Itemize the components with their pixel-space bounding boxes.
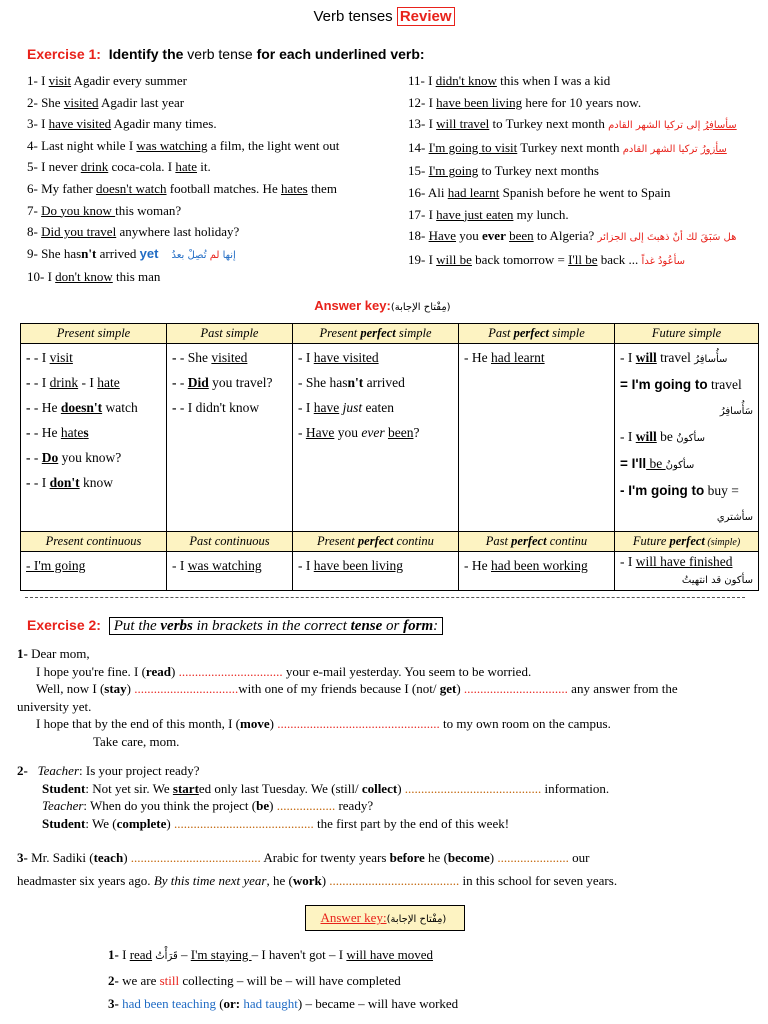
table-row [21,344,759,532]
header-future-simple: Future simple [615,324,759,344]
answer-key-2-list [108,943,458,1016]
sentence-19: 19- I will be back tomorrow = I'll be back ... سأعُودُ غداً [408,251,685,267]
header-past-continuous: Past continuous [167,532,293,552]
sentence-12: 12- I have been living here for 10 years now. [408,94,642,110]
sentence-11: 11- I didn't know this when I was a kid [408,73,611,88]
section-divider [25,597,745,598]
answer-key-table [20,323,759,591]
header-future-perfect: Future perfect (simple) [615,532,759,552]
exercise1-left-column [27,70,339,288]
cell-past-perfect-simple: - He had learnt [459,344,615,532]
review-badge: Review [397,7,455,26]
table-header-row [21,532,759,552]
cell-past-simple: - - She visited - - Did you travel? - - I didn't know [167,344,293,532]
header-present-continuous: Present continuous [21,532,167,552]
sentence-18: 18- Have you ever been to Algeria? هل سَبَقَ لك أنْ ذهبتَ إلى الجزائر [408,228,737,244]
sentence-14: 14- I'm going to visit Turkey next month سأزورُ تركيا الشهر القادم [408,139,727,155]
exercise1-heading: Exercise 1: Identify the verb tense for each underlined verb: [27,46,425,62]
cell-present-simple: - - I visit - - I drink - I hate - - He doesn't watch - - He hates - - Do you know? - - I don't know [21,344,167,532]
sentence-7: 7- Do you know this woman? [27,202,182,218]
sentence-10: 10- I don't know this man [27,269,161,285]
page-title: Verb tenses Review [0,8,768,25]
table-row [21,552,759,591]
table-header-row [21,324,759,344]
sentence-2: 2- She visited Agadir last year [27,94,185,110]
exercise2-heading: Exercise 2: Put the verbs in brackets in the correct tense or form: [27,617,443,635]
sentence-8: 8- Did you travel anywhere last holiday? [27,224,240,240]
answer-2: 2- we are still collecting – will be – will have completed [108,972,401,988]
cell-present-continuous: - I'm going [21,552,167,591]
cell-future-simple: - I will travel سأُسافِرُ = I'm going to travel سَأُسافِرُ - I will be سأكونُ = I'll be سأكونُ - I'm going to buy = سأشتري [615,344,759,532]
sentence-16: 16- Ali had learnt Spanish before he went to Spain [408,184,671,200]
header-present-perfect-continuous: Present perfect continu [293,532,459,552]
answer-3: 3- had been teaching (or: had taught) – became – will have worked [108,996,459,1011]
sentence-5: 5- I never drink coca-cola. I hate it. [27,159,211,175]
cell-past-continuous: - I was watching [167,552,293,591]
exercise2-question-3: 3- Mr. Sadiki (teach) ........................................ Arabic for twenty years before he (become) ...................... our headmaster six years ago. By this time next year, he (work) ........................................ in this school for seven years. [17,850,618,888]
sentence-4: 4- Last night while I was watching a film, the light went out [27,137,340,153]
cell-past-perfect-continuous: - He had been working [459,552,615,591]
cell-present-perfect-simple: - I have visited - She hasn't arrived - I have just eaten - Have you ever been? [293,344,459,532]
cell-present-perfect-continuous: - I have been living [293,552,459,591]
sentence-3: 3- I have visited Agadir many times. [27,116,217,132]
answer-1: 1- I read قَرَأْتُ – I'm staying – I haven't got – I will have moved [108,947,434,962]
sentence-13: 13- I will travel to Turkey next month سأسافِرُ إلى تركيا الشهر القادم [408,116,737,132]
header-past-perfect-continuous: Past perfect continu [459,532,615,552]
header-past-perfect-simple: Past perfect simple [459,324,615,344]
header-past-simple: Past simple [167,324,293,344]
exercise2-question-2: 2- Teacher: Is your project ready? Student: Not yet sir. We started only last Tuesday. We (still/ collect) .......................................... information. Teacher: When do you think the project (be) .................. ready? Student: We (complete) ........................................... the first part by the end of this week! [17,763,610,831]
header-present-perfect-simple: Present perfect simple [293,324,459,344]
sentence-1: 1- I visit Agadir every summer [27,73,187,88]
answer-key-heading: Answer key: (مِفْتاح الإجابة) [314,298,454,313]
answer-key-2-heading: Answer key: (مِفْتاح الإجابة) [305,905,465,931]
sentence-9: 9- She hasn't arrived yet إنها لم تُصِلْ بعدُ [27,245,236,261]
exercise2-question-1: 1- Dear mom, I hope you're fine. I (read) ................................ your e-mail yesterday. You seem to be worried. Well, now I (stay) ................................with one of my friends because I (not/ get) ................................ any answer from the university yet. I hope that by the end of this month, I (move) .................................................. to my own room on the campus. Take care, mom. [17,646,678,749]
cell-future-perfect: - I will have finished سأكون قد انتهيتُ [615,552,759,591]
sentence-15: 15- I'm going to Turkey next months [408,163,599,179]
sentence-6: 6- My father doesn't watch football matches. He hates them [27,180,337,196]
sentence-17: 17- I have just eaten my lunch. [408,206,569,222]
exercise1-right-column [408,70,737,272]
header-present-simple: Present simple [21,324,167,344]
